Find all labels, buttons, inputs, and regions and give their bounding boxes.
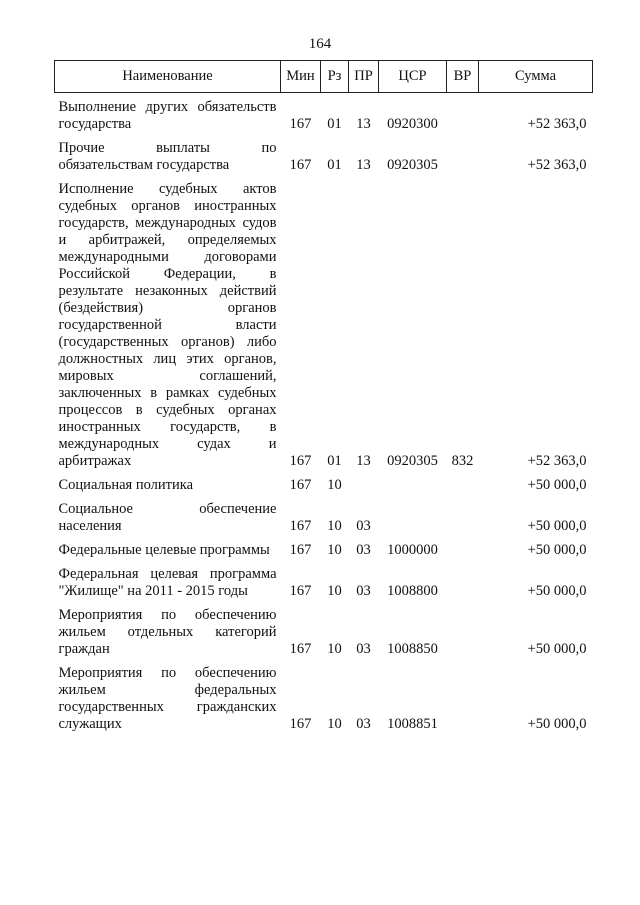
column-header-csr: ЦСР (379, 61, 447, 93)
row-sum: +50 000,0 (527, 518, 587, 534)
table-row (55, 542, 593, 566)
row-vr (447, 607, 479, 665)
row-rz: 10 (327, 583, 342, 599)
row-min: 167 (289, 716, 312, 732)
row-csr: 1000000 (387, 542, 438, 558)
row-csr (379, 477, 447, 501)
row-csr (379, 501, 447, 542)
row-pr: 03 (356, 716, 371, 732)
column-header-rz: Рз (321, 61, 349, 93)
row-name: Выполнение других обязательств государства (58, 99, 277, 132)
row-pr: 13 (356, 157, 371, 173)
row-pr: 03 (356, 542, 371, 558)
row-vr: 832 (451, 453, 474, 469)
row-sum: +50 000,0 (527, 477, 587, 493)
row-name: Мероприятия по обеспечению жильем федеральных государственных гражданских служащих (58, 665, 277, 732)
column-header-vr: ВР (447, 61, 479, 93)
table-row (55, 501, 593, 542)
row-vr (447, 477, 479, 501)
row-csr: 0920300 (387, 116, 438, 132)
row-rz: 01 (327, 453, 342, 469)
table-row (55, 140, 593, 181)
row-min: 167 (289, 518, 312, 534)
row-pr: 13 (356, 116, 371, 132)
row-vr (447, 665, 479, 740)
table-body (55, 93, 593, 741)
table-row (55, 665, 593, 740)
row-rz: 10 (327, 542, 342, 558)
row-rz: 01 (327, 116, 342, 132)
row-rz: 01 (327, 157, 342, 173)
row-vr (447, 140, 479, 181)
row-rz: 10 (327, 477, 342, 493)
row-name: Социальная политика (58, 477, 194, 493)
row-sum: +50 000,0 (527, 641, 587, 657)
row-csr: 0920305 (387, 157, 438, 173)
row-csr: 1008850 (387, 641, 438, 657)
column-header-min: Мин (281, 61, 321, 93)
row-name: Мероприятия по обеспечению жильем отдельных категорий граждан (58, 607, 277, 657)
table-row (55, 566, 593, 607)
row-sum: +52 363,0 (527, 157, 587, 173)
row-rz: 10 (327, 641, 342, 657)
row-min: 167 (289, 583, 312, 599)
row-csr: 0920305 (387, 453, 438, 469)
row-pr: 03 (356, 583, 371, 599)
table-row (55, 181, 593, 477)
row-name: Федеральные целевые программы (58, 542, 270, 558)
row-sum: +52 363,0 (527, 116, 587, 132)
page-number: 164 (308, 36, 332, 52)
row-pr: 03 (356, 518, 371, 534)
row-min: 167 (289, 641, 312, 657)
row-name: Федеральная целевая программа "Жилище" на 2011 - 2015 годы (58, 566, 277, 599)
row-name: Социальное обеспечение населения (58, 501, 277, 534)
budget-table (54, 60, 593, 740)
row-vr (447, 542, 479, 566)
row-pr: 03 (356, 641, 371, 657)
column-header-pr: ПР (349, 61, 379, 93)
row-min: 167 (289, 542, 312, 558)
row-min: 167 (289, 116, 312, 132)
row-sum: +50 000,0 (527, 542, 587, 558)
row-name: Исполнение судебных актов судебных органов иностранных государств, международных судов и арбитражей, определяемых международными договорами Российской Федерации, в результате незаконных действий (бездействия) органов государственной власти (государственных органов) либо должностных лиц этих органов, мировых соглашений, заключенных в рамках судебных процессов в судебных органах иностранных государств, в международных судах и арбитражах (58, 181, 277, 469)
table-row (55, 93, 593, 141)
column-header-sum: Сумма (479, 61, 593, 93)
row-rz: 10 (327, 518, 342, 534)
row-sum: +52 363,0 (527, 453, 587, 469)
row-csr: 1008851 (387, 716, 438, 732)
row-min: 167 (289, 157, 312, 173)
row-pr: 13 (356, 453, 371, 469)
table-row (55, 477, 593, 501)
row-rz: 10 (327, 716, 342, 732)
column-header-name: Наименование (55, 61, 281, 93)
row-sum: +50 000,0 (527, 716, 587, 732)
table-header (55, 61, 593, 93)
row-min: 167 (289, 477, 312, 493)
row-csr: 1008800 (387, 583, 438, 599)
row-vr (447, 566, 479, 607)
row-pr (349, 477, 379, 501)
row-sum: +50 000,0 (527, 583, 587, 599)
row-name: Прочие выплаты по обязательствам государства (58, 140, 277, 173)
row-min: 167 (289, 453, 312, 469)
row-vr (447, 501, 479, 542)
table-row (55, 607, 593, 665)
row-vr (447, 93, 479, 141)
